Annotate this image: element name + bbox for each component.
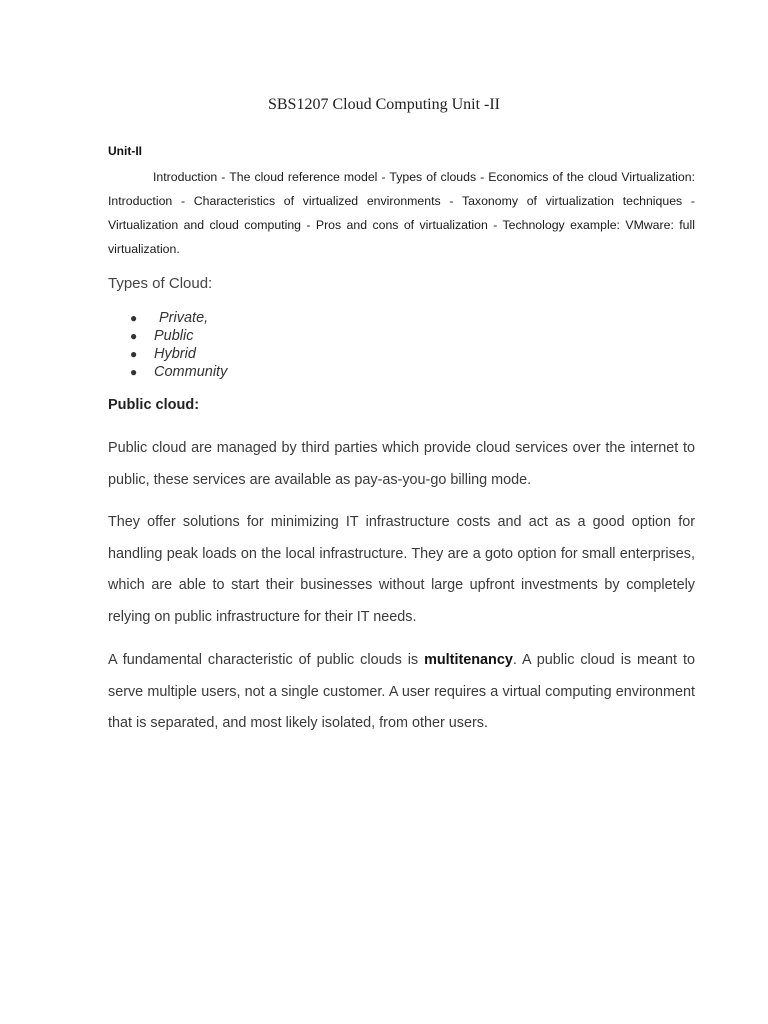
list-item-label: Community [154, 364, 228, 380]
bullet-icon: ● [130, 365, 138, 379]
bullet-icon: ● [130, 347, 138, 361]
list-item [108, 363, 227, 381]
public-cloud-paragraph-3 [108, 645, 695, 740]
unit-label: Unit-II [108, 144, 142, 158]
bullet-icon: ● [130, 329, 138, 343]
paragraph-text: A fundamental characteristic of public clouds is [108, 652, 425, 668]
cloud-types-list [108, 309, 227, 381]
list-item-label: Hybrid [154, 346, 196, 362]
public-cloud-paragraph-1: Public cloud are managed by third parties which provide cloud services over the internet to public, these services are available as pay-as-you-go billing mode. [108, 440, 695, 488]
bullet-icon: ● [130, 311, 138, 325]
list-item-label: Private, [159, 310, 209, 326]
list-item [108, 345, 227, 363]
types-of-cloud-heading: Types of Cloud: [108, 275, 213, 292]
syllabus-paragraph: Introduction - The cloud reference model - Types of clouds - Economics of the cloud Virtualization: Introduction - Characteristics of virtualized environments - Taxonomy of virtualization techniques - Virtualization and cloud computing - Pros and cons of virtualization - Technology example: VMware: full virtualization. [108, 170, 695, 256]
public-cloud-heading: Public cloud: [108, 397, 200, 413]
paragraph-text: . A public cloud is meant to serve multiple users, not a single customer. A user requires a virtual computing environment that is separated, and most likely isolated, from other users. [108, 652, 696, 731]
list-item [108, 327, 227, 345]
document-title: SBS1207 Cloud Computing Unit -II [267, 96, 501, 113]
list-item [108, 309, 227, 327]
multitenancy-term: multitenancy [424, 652, 513, 668]
public-cloud-paragraph-2: They offer solutions for minimizing IT infrastructure costs and act as a good option for handling peak loads on the local infrastructure. They are a goto option for small enterprises, which are able to start their businesses without large upfront investments by completely relying on public infrastructure for their IT needs. [108, 514, 695, 625]
list-item-label: Public [154, 328, 194, 344]
